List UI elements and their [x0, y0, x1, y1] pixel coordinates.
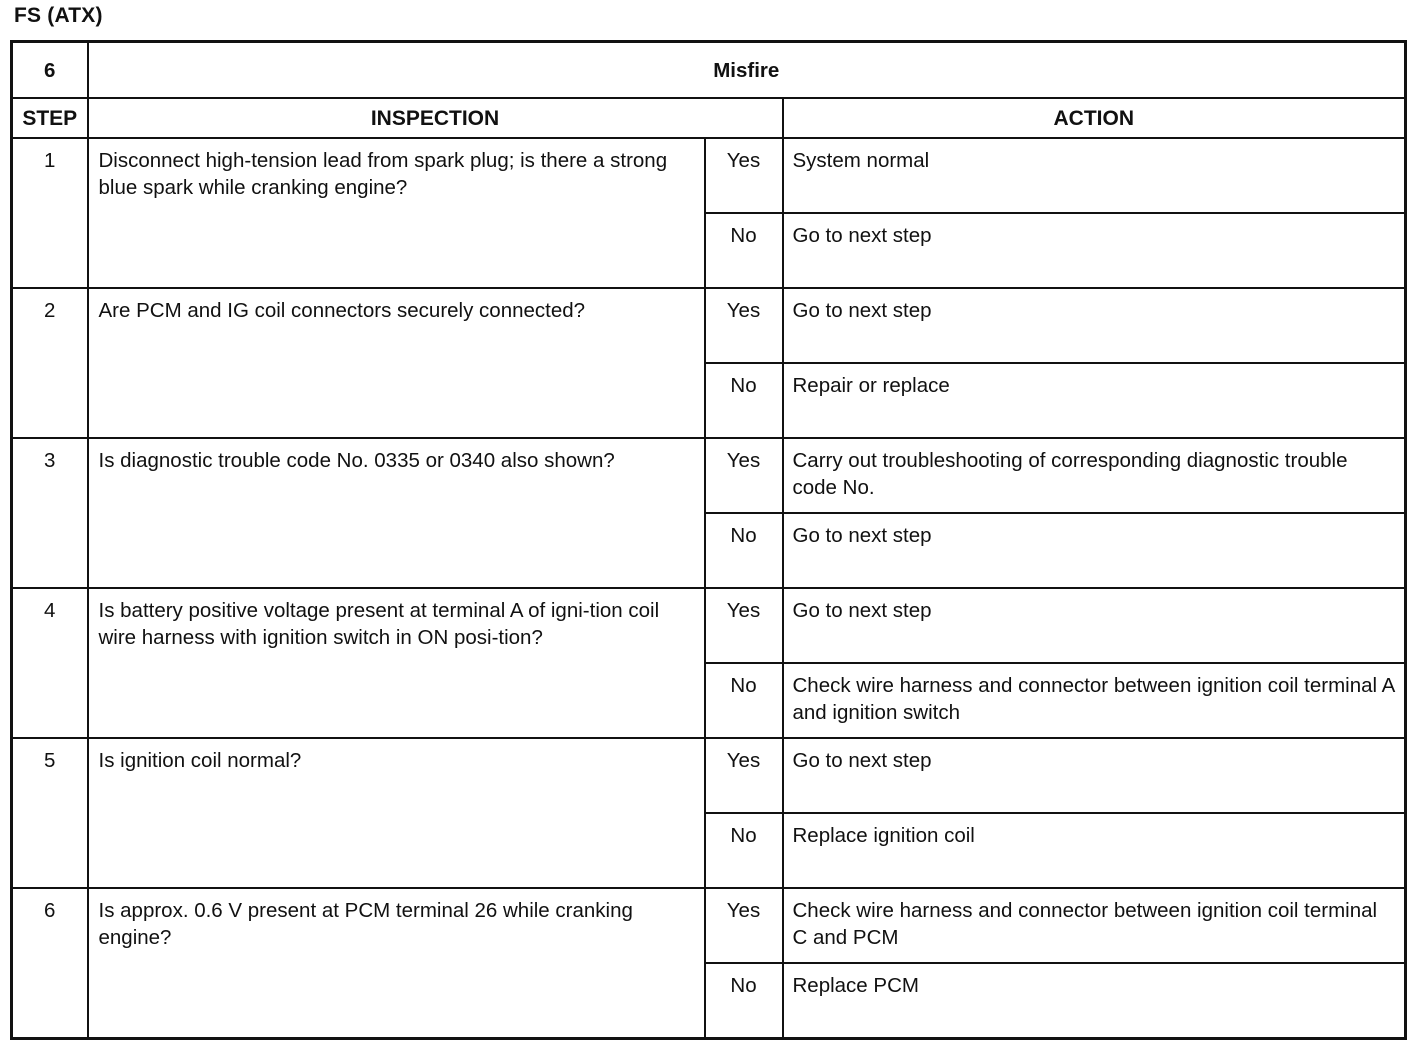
- step-number: 5: [12, 738, 88, 888]
- table-row: [12, 288, 1406, 363]
- table-row: [12, 588, 1406, 663]
- yes-label: Yes: [705, 138, 783, 213]
- table-row: [12, 438, 1406, 513]
- step-column-header: STEP: [12, 98, 88, 138]
- no-action: Replace ignition coil: [783, 813, 1406, 888]
- inspection-text: Is battery positive voltage present at terminal A of igni-tion coil wire harness with ignition switch in ON posi-tion?: [88, 588, 705, 738]
- yes-action: System normal: [783, 138, 1406, 213]
- no-label: No: [705, 663, 783, 738]
- no-label: No: [705, 513, 783, 588]
- yes-label: Yes: [705, 888, 783, 963]
- yes-label: Yes: [705, 288, 783, 363]
- no-action: Go to next step: [783, 513, 1406, 588]
- yes-action: Go to next step: [783, 588, 1406, 663]
- step-number: 1: [12, 138, 88, 288]
- inspection-text: Is diagnostic trouble code No. 0335 or 0340 also shown?: [88, 438, 705, 588]
- inspection-text: Is approx. 0.6 V present at PCM terminal 26 while cranking engine?: [88, 888, 705, 1039]
- no-action: Check wire harness and connector between ignition coil terminal A and ignition switch: [783, 663, 1406, 738]
- troubleshooting-number: 6: [12, 42, 88, 99]
- yes-action: Go to next step: [783, 288, 1406, 363]
- yes-action: Go to next step: [783, 738, 1406, 813]
- yes-label: Yes: [705, 588, 783, 663]
- no-label: No: [705, 363, 783, 438]
- step-number: 4: [12, 588, 88, 738]
- yes-action: Check wire harness and connector between ignition coil terminal C and PCM: [783, 888, 1406, 963]
- document-title: FS (ATX): [14, 4, 103, 27]
- no-label: No: [705, 813, 783, 888]
- inspection-text: Are PCM and IG coil connectors securely connected?: [88, 288, 705, 438]
- table-row: [12, 738, 1406, 813]
- no-label: No: [705, 213, 783, 288]
- yes-label: Yes: [705, 438, 783, 513]
- step-number: 6: [12, 888, 88, 1039]
- inspection-column-header: INSPECTION: [88, 98, 783, 138]
- action-column-header: ACTION: [783, 98, 1406, 138]
- table-title-row: [12, 42, 1406, 99]
- inspection-text: Is ignition coil normal?: [88, 738, 705, 888]
- no-action: Replace PCM: [783, 963, 1406, 1039]
- no-action: Repair or replace: [783, 363, 1406, 438]
- yes-label: Yes: [705, 738, 783, 813]
- table-row: [12, 888, 1406, 963]
- no-label: No: [705, 963, 783, 1039]
- troubleshooting-table: [10, 40, 1407, 1040]
- table-row: [12, 138, 1406, 213]
- inspection-text: Disconnect high-tension lead from spark plug; is there a strong blue spark while cranking engine?: [88, 138, 705, 288]
- step-number: 3: [12, 438, 88, 588]
- column-header-row: [12, 98, 1406, 138]
- no-action: Go to next step: [783, 213, 1406, 288]
- troubleshooting-heading: Misfire: [88, 42, 1406, 99]
- step-number: 2: [12, 288, 88, 438]
- yes-action: Carry out troubleshooting of corresponding diagnostic trouble code No.: [783, 438, 1406, 513]
